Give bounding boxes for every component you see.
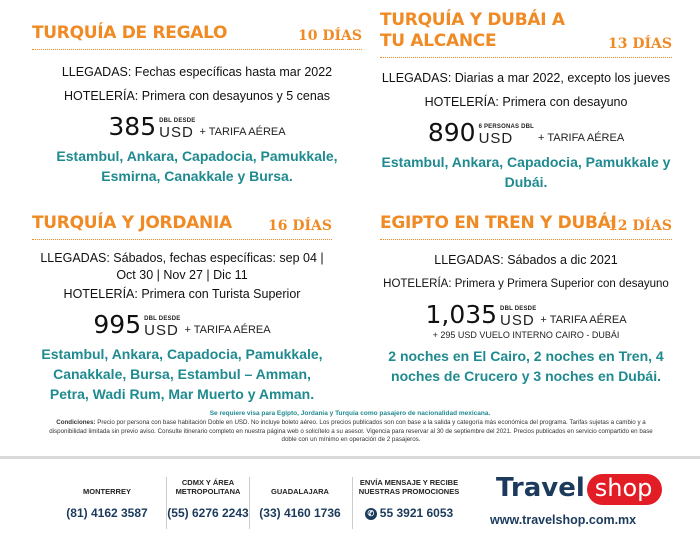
- price-meta: [144, 316, 180, 338]
- contact-guadalajara: [250, 476, 350, 520]
- contact-label: ENVÍA MENSAJE Y RECIBE NUESTRAS PROMOCIONES: [358, 478, 460, 496]
- price-row: [380, 298, 672, 328]
- contact-phone[interactable]: (55) 6276 2243: [167, 506, 249, 520]
- logo-part-shop: shop: [587, 474, 663, 505]
- currency-label: USD: [159, 124, 194, 141]
- price-value: 995: [93, 310, 142, 339]
- price-row: [32, 110, 362, 140]
- price-note: DBL DESDE: [500, 306, 537, 312]
- hotel-text: HOTELERÍA: Primera con Turista Superior: [63, 287, 301, 301]
- arrivals-text: LLEGADAS: Diarias a mar 2022, excepto los jueves: [381, 71, 671, 85]
- price-meta: [479, 124, 534, 146]
- offer-card-turquia-jordania: [32, 200, 332, 404]
- contact-phone[interactable]: [352, 506, 466, 520]
- offer-header: [32, 200, 332, 240]
- whatsapp-number: 55 3921 6053: [379, 506, 454, 520]
- contact-label: MONTERREY: [83, 487, 131, 496]
- price-meta: [159, 118, 195, 140]
- currency-label: USD: [500, 312, 535, 329]
- arrivals-text: LLEGADAS: Fechas específicas hasta mar 2022: [61, 65, 333, 79]
- currency-label: USD: [144, 322, 179, 339]
- offer-days: 16 DÍAS: [267, 218, 332, 234]
- price-note: DBL DESDE: [159, 118, 196, 124]
- offer-title: TURQUÍA Y DUBÁI A TU ALCANCE: [380, 10, 565, 51]
- cities-text: Estambul, Ankara, Capadocia, Pamukkale, Canakkale, Bursa, Estambul – Amman, Petra, Wadi Rum, Mar Muerto y Amman.: [41, 346, 323, 402]
- offer-title: TURQUÍA DE REGALO: [32, 23, 228, 43]
- offer-card-turquia-dubai: [380, 10, 672, 192]
- tarifa-label: + TARIFA AÉREA: [540, 314, 627, 326]
- logo-part-travel: Travel: [496, 473, 585, 503]
- price-value: 1,035: [425, 300, 498, 329]
- contact-label-text: CDMX Y ÁREA METROPOLITANA: [175, 478, 241, 496]
- header-rule: [380, 239, 672, 240]
- website-link[interactable]: www.travelshop.com.mx: [490, 513, 637, 527]
- travelshop-logo: [496, 473, 662, 505]
- cities-text: Estambul, Ankara, Capadocia, Pamukkale y Dubái.: [381, 154, 671, 190]
- tarifa-label: + TARIFA AÉREA: [199, 126, 286, 138]
- tarifa-label: + TARIFA AÉREA: [538, 132, 625, 144]
- tarifa-label: + TARIFA AÉREA: [184, 324, 271, 336]
- arrivals-text: LLEGADAS: Sábados, fechas específicas: sep 04 | Oct 30 | Nov 27 | Dic 11: [40, 251, 324, 282]
- offer-days: 10 DÍAS: [297, 28, 362, 44]
- offer-header: [32, 10, 362, 50]
- header-rule: [32, 49, 362, 50]
- header-rule: [32, 239, 332, 240]
- price-row: [380, 116, 672, 146]
- offer-title: EGIPTO EN TREN Y DUBÁI: [380, 213, 617, 233]
- contact-whatsapp: [352, 476, 466, 520]
- offer-header: [380, 200, 672, 240]
- contact-phone[interactable]: (81) 4162 3587: [66, 506, 148, 520]
- offer-card-egipto-dubai: [380, 200, 672, 386]
- arrivals-text: LLEGADAS: Sábados a dic 2021: [434, 253, 618, 267]
- price-note: 6 PERSONAS DBL: [478, 124, 535, 130]
- price-note: DBL DESDE: [144, 316, 181, 322]
- cities-text: Estambul, Ankara, Capadocia, Pamukkale, Esmirna, Canakkale y Bursa.: [56, 148, 338, 184]
- offer-days: 12 DÍAS: [607, 218, 672, 234]
- hotel-text: HOTELERÍA: Primera y Primera Superior con desayuno: [383, 278, 669, 290]
- contact-monterrey: [52, 476, 162, 520]
- contact-label: GUADALAJARA: [271, 487, 329, 496]
- offer-title: TURQUÍA Y JORDANIA: [32, 213, 232, 233]
- offer-header: [380, 10, 672, 58]
- price-meta: [500, 306, 536, 328]
- price-value: 890: [427, 118, 476, 147]
- price-value: 385: [108, 112, 157, 141]
- contact-phone[interactable]: (33) 4160 1736: [259, 506, 341, 520]
- whatsapp-icon: ✆: [365, 508, 377, 520]
- currency-label: USD: [478, 130, 514, 147]
- visa-note: Se requiere visa para Egipto, Jordania y Turquía como pasajero de nacionalidad mexicana.: [209, 410, 491, 417]
- offer-days: 13 DÍAS: [607, 36, 672, 52]
- header-rule: [380, 57, 672, 58]
- contact-footer: [0, 456, 700, 541]
- extra-fee-text: + 295 USD VUELO INTERNO CAIRO - DUBÁI: [432, 330, 620, 340]
- cities-text: 2 noches en El Cairo, 2 noches en Tren, 4 noches de Crucero y 3 noches en Dubái.: [388, 348, 664, 384]
- offer-card-turquia-regalo: [32, 10, 362, 186]
- price-row: [32, 308, 332, 338]
- hotel-text: HOTELERÍA: Primera con desayunos y 5 cenas: [63, 89, 331, 103]
- conditions-note: [44, 419, 658, 445]
- conditions-label: Condiciones:: [56, 419, 96, 426]
- hotel-text: HOTELERÍA: Primera con desayuno: [424, 95, 628, 109]
- conditions-text: Precio por persona con base habitación Doble en USD. No incluye boleto aéreo. Los precios publicados son con base a la salida y categoría más económica del programa. Tarifas sujetas a cambio y a disponibilidad limitada sin previo aviso. Consulte itinerario completo en nuestra página web o solicítelo a su asesor. Vigencia para reservar al 30 de septiembre del 2021. Precios publicados en servicio compartido en base doble con un mínimo en operación de 2 pasajeros.: [49, 419, 653, 443]
